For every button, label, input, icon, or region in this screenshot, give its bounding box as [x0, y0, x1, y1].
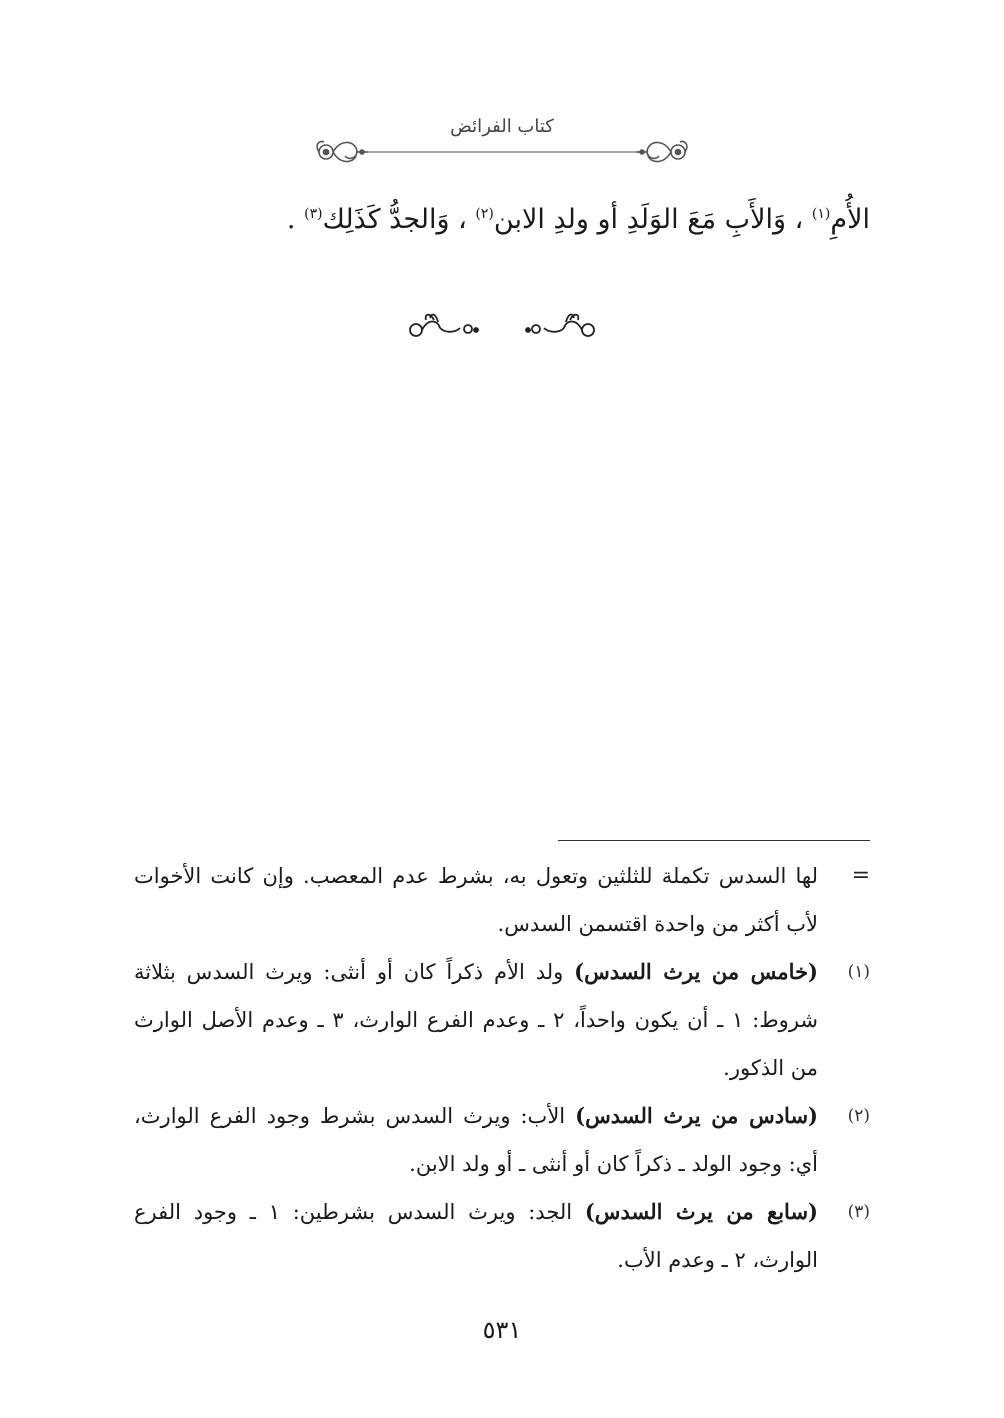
footnote-ref: (١): [811, 206, 831, 222]
main-segment: الأُمِ: [830, 204, 870, 235]
section-divider-icon: [0, 308, 1004, 348]
footnote-1: [134, 948, 870, 1092]
footnote-text: [134, 1092, 818, 1188]
footnote-mark: =: [851, 863, 870, 888]
footnote-bold: (خامس من يرث السدس): [574, 959, 818, 984]
page-number: ٥٣١: [482, 1316, 522, 1344]
header-title: كتاب الفرائض: [450, 116, 554, 137]
footnote-ref: (٢): [475, 206, 494, 222]
footnote-body: الأب: ويرث السدس بشرط وجود الفرع الوارث، أي: وجود الولد ـ ذكراً كان أو أنثى ـ أو ولد الابن.: [134, 1104, 818, 1176]
footnote-mark: (١): [847, 962, 870, 982]
main-text: [130, 196, 870, 244]
footnote-ref: (٣): [304, 206, 323, 222]
footnote-body: الجد: ويرث السدس بشرطين: ١ ـ وجود الفرع الوارث، ٢ ـ وعدم الأب.: [134, 1200, 818, 1272]
footnote-2: [134, 1092, 870, 1188]
footnotes: [134, 852, 870, 1284]
footnote-body: ولد الأم ذكراً كان أو أنثى: ويرث السدس بثلاثة شروط: ١ ـ أن يكون واحداً، ٢ ـ وعدم الفرع الوارث، ٣ ـ وعدم الأصل الوارث من الذكور.: [134, 960, 819, 1080]
footnote-continuation: [134, 852, 870, 948]
footnote-text: [134, 852, 818, 948]
running-header: [0, 112, 1004, 172]
header-ornament-icon: [0, 136, 1004, 172]
main-segment: ، وَالجدُّ كَذَلِك: [322, 204, 467, 235]
footnote-bold: (سادس من يرث السدس): [575, 1103, 818, 1128]
footnote-text: [134, 948, 818, 1092]
main-segment: .: [286, 204, 296, 235]
footnote-body: لها السدس تكملة للثلثين وتعول به، بشرط عدم المعصب. وإن كانت الأخوات لأب أكثر من واحدة اقتسمن السدس.: [134, 864, 818, 936]
footnote-bold: (سابع من يرث السدس): [584, 1199, 818, 1224]
footnote-separator: [558, 840, 870, 841]
footnote-mark: (٢): [847, 1106, 870, 1126]
main-segment: ، وَالأَبِ مَعَ الوَلَدِ أو ولدِ الابن: [493, 204, 804, 235]
footnote-mark: (٣): [847, 1202, 870, 1222]
footnote-3: [134, 1188, 870, 1284]
footnote-text: [134, 1188, 818, 1284]
